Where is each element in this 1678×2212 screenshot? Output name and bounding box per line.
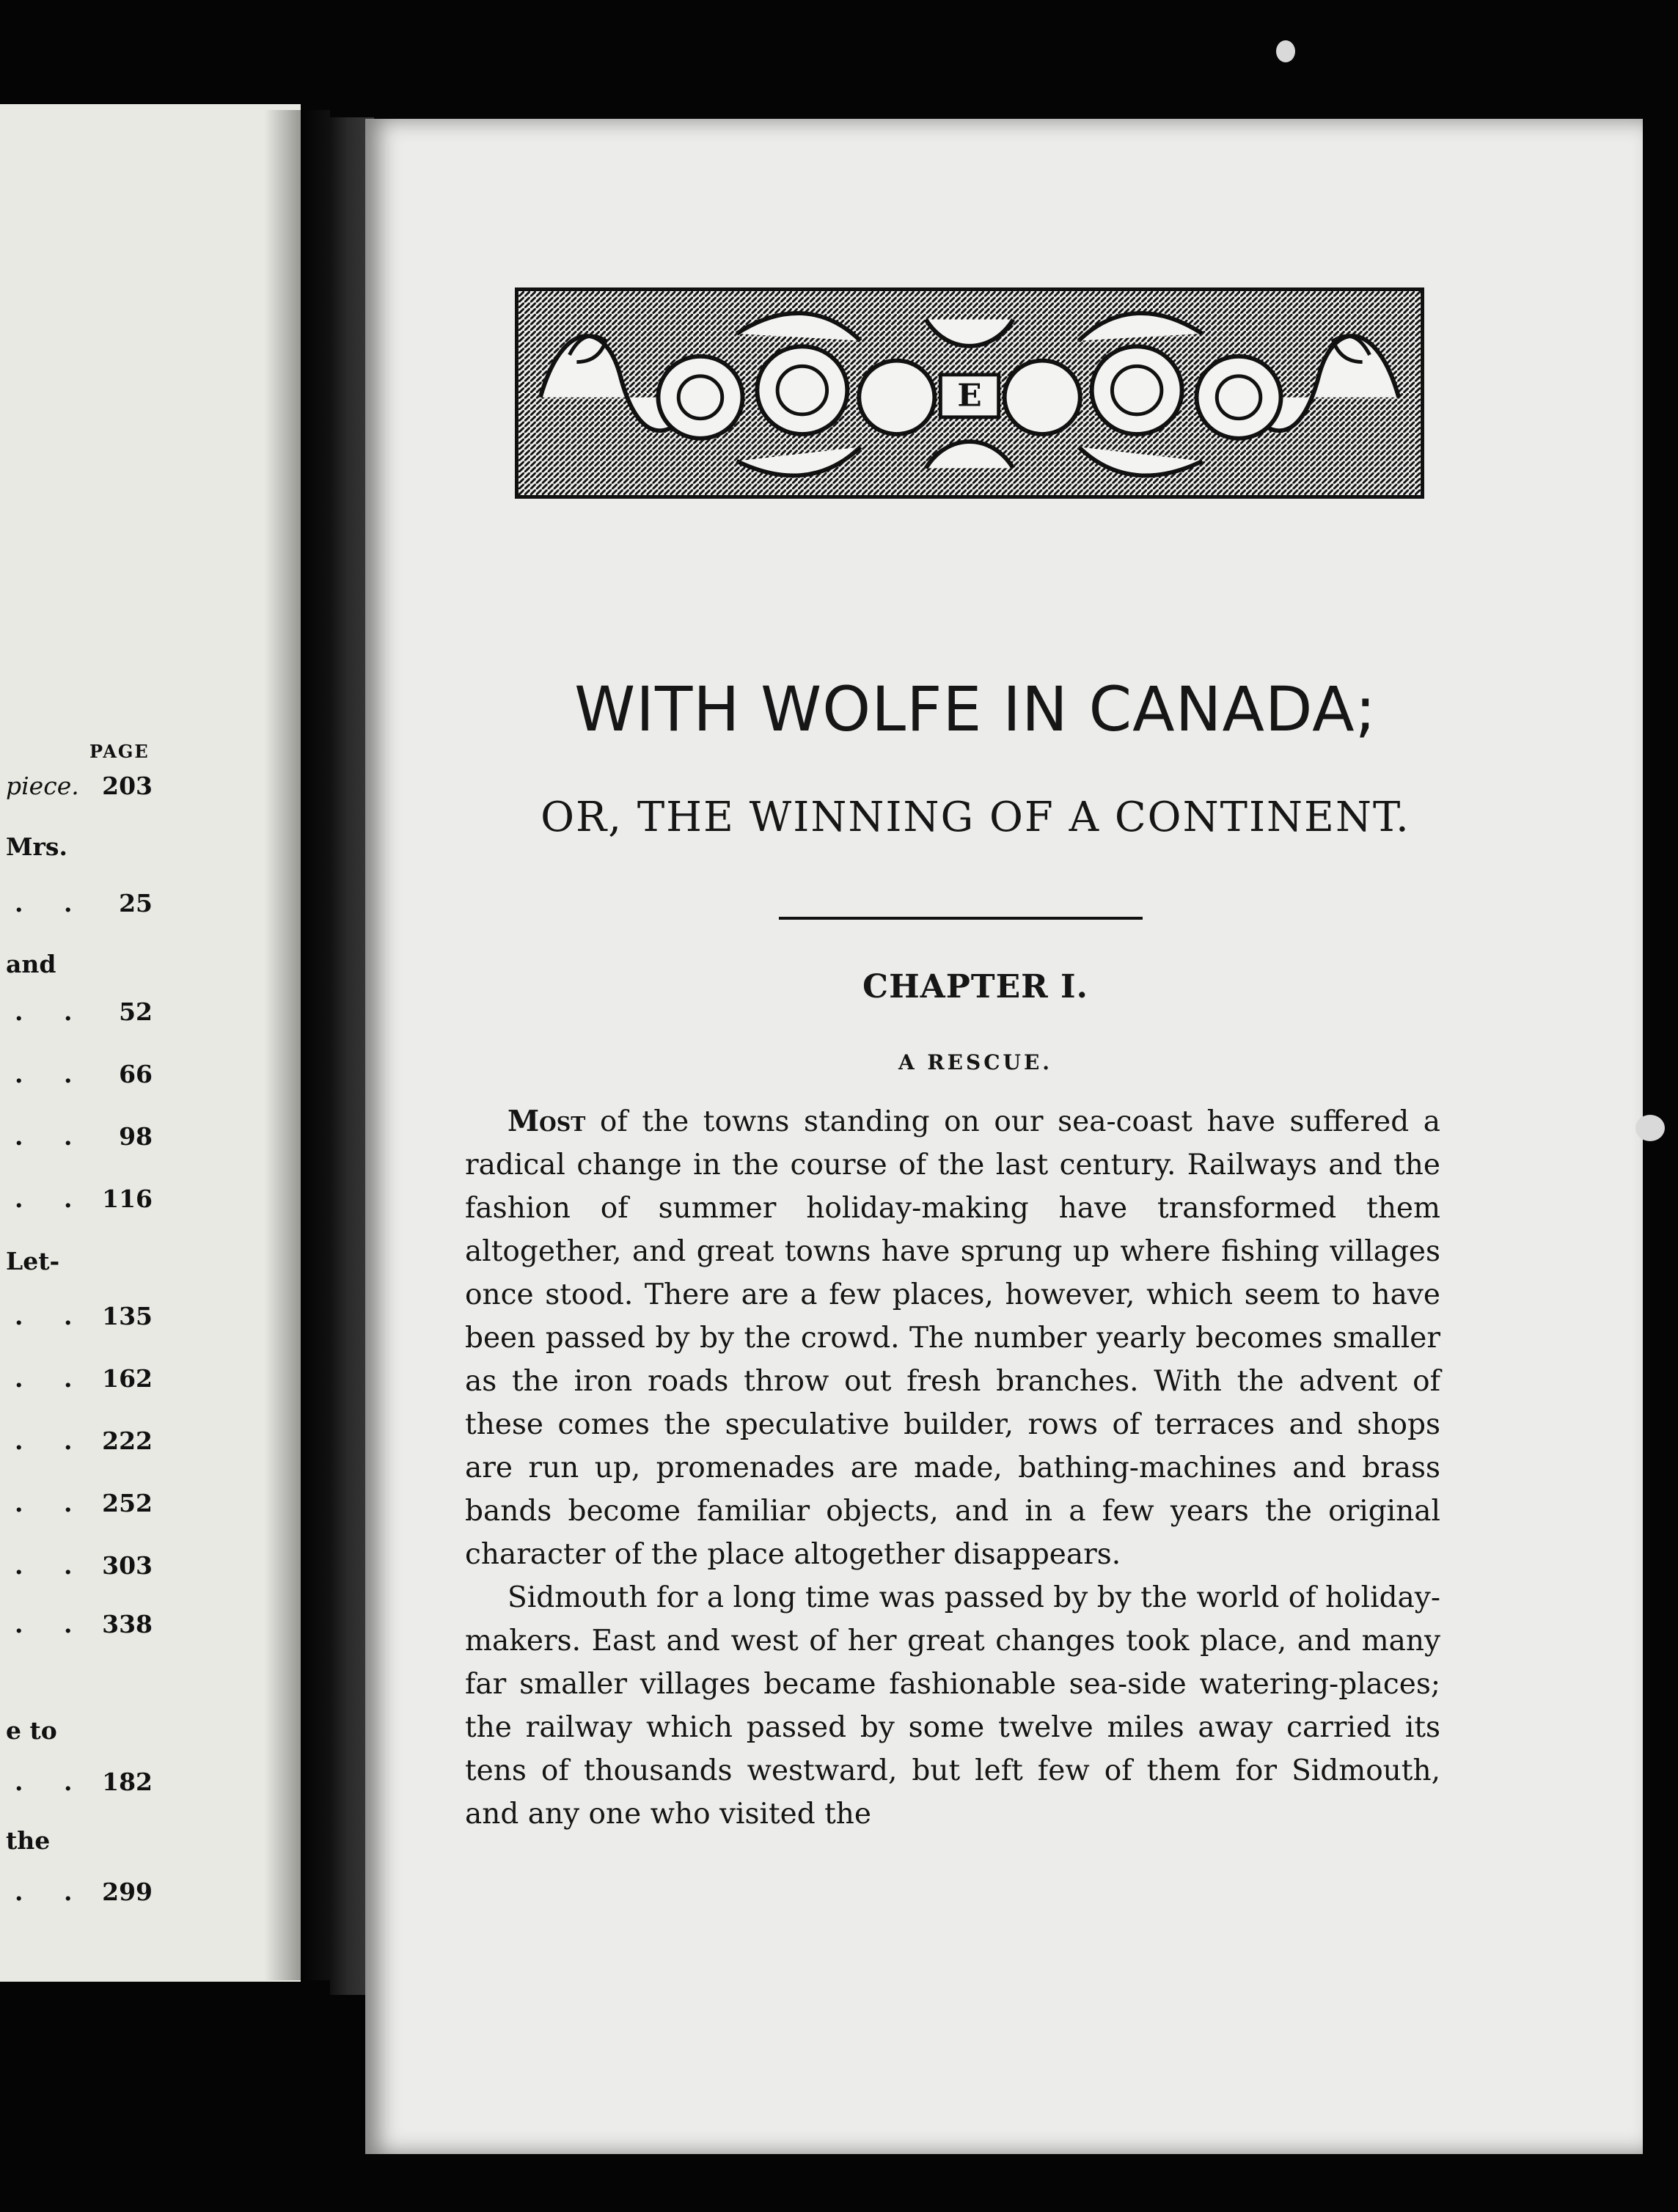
ornament-letter: E bbox=[957, 377, 982, 414]
title-rule bbox=[779, 917, 1143, 920]
scan-speck bbox=[1276, 40, 1295, 62]
entry-page-number: 98 bbox=[119, 1122, 153, 1151]
leader-dots: . . bbox=[15, 1427, 89, 1455]
paragraph-1-text: of the towns standing on our sea-coast have suffered a radical change in the course of the last century. Railways and the fashion of summer holiday-making have transformed them altogether, and great towns have sprung up where fishing villages once stood. There are a few places, however, which seem to have been passed by by the crowd. The number yearly becomes smaller as the iron roads throw out fresh branches. With the advent of these comes the speculative builder, rows of terraces and shops are run up, promenades are made, bathing-machines and brass bands become familiar objects, and in a few years the original character of the place altogether disappears. bbox=[465, 1105, 1440, 1571]
illustration-list-entry bbox=[0, 1060, 264, 1096]
leader-dots: . . bbox=[15, 1364, 89, 1393]
chapter-title: A RESCUE. bbox=[898, 1050, 1053, 1074]
illustration-list-entry bbox=[0, 1610, 264, 1647]
leader-dots: . . bbox=[15, 1610, 89, 1638]
entry-page-number: 303 bbox=[102, 1551, 153, 1580]
entry-page-number: 52 bbox=[119, 997, 153, 1026]
paragraph-lead-word: Most bbox=[508, 1105, 586, 1138]
illustration-list-entry bbox=[0, 889, 264, 926]
entry-page-number: 66 bbox=[119, 1060, 153, 1088]
leader-dots: . . bbox=[15, 1878, 89, 1906]
illustration-list-entry bbox=[0, 1489, 264, 1526]
entry-label: the bbox=[6, 1826, 51, 1855]
illustration-list-entry bbox=[0, 1302, 264, 1338]
left-page-shadow bbox=[264, 110, 330, 1980]
entry-page-number: 25 bbox=[119, 889, 153, 918]
entry-page-number: 162 bbox=[102, 1364, 153, 1393]
leader-dots: . . bbox=[15, 1122, 89, 1151]
chapter-heading: CHAPTER I. bbox=[862, 968, 1088, 1006]
illustration-list-entry bbox=[0, 1247, 264, 1283]
entry-page-number: 338 bbox=[102, 1610, 153, 1638]
left-page bbox=[0, 104, 301, 1982]
book-title: WITH WOLFE IN CANADA; bbox=[574, 673, 1377, 745]
leader-dots: . . bbox=[15, 1489, 89, 1517]
leader-dots: . . bbox=[15, 1551, 89, 1580]
illustration-list-entry bbox=[0, 1184, 264, 1221]
leader-dots: . . bbox=[15, 889, 89, 918]
leader-dots: . . bbox=[15, 1184, 89, 1213]
illustration-list-entry bbox=[0, 997, 264, 1034]
scan-speck bbox=[1635, 1115, 1665, 1141]
entry-page-number: 135 bbox=[102, 1302, 153, 1330]
entry-page-number: 299 bbox=[102, 1878, 153, 1906]
illustration-list-entry bbox=[0, 1364, 264, 1401]
entry-page-number: 182 bbox=[102, 1768, 153, 1796]
illustration-list-entry bbox=[0, 772, 264, 808]
illustration-list-entry bbox=[0, 1551, 264, 1588]
entry-page-number: 222 bbox=[102, 1427, 153, 1455]
leader-dots: . . bbox=[15, 1768, 89, 1796]
leader-dots: . . bbox=[15, 1060, 89, 1088]
entry-page-number: 116 bbox=[102, 1184, 153, 1213]
entry-page-number: 252 bbox=[102, 1489, 153, 1517]
chapter-body bbox=[465, 1100, 1440, 1836]
illustration-list-entry bbox=[0, 832, 264, 869]
book-subtitle: OR, THE WINNING OF A CONTINENT. bbox=[541, 794, 1410, 841]
illustration-list-entry bbox=[0, 1768, 264, 1804]
paragraph-2: Sidmouth for a long time was passed by by the world of holiday-makers. East and west of her great changes took place, and many far smaller villages became fashionable sea-side watering-places; the railway which passed by some twelve miles away carried its tens of thousands westward, but left few of them for Sidmouth, and any one who visited the bbox=[465, 1581, 1440, 1831]
leader-dots: . . bbox=[15, 1302, 89, 1330]
illustration-list-entry bbox=[0, 950, 264, 986]
entry-label: and bbox=[6, 950, 56, 978]
entry-page-number: 203 bbox=[102, 772, 153, 800]
illustration-list-entry bbox=[0, 1826, 264, 1863]
entry-label: Mrs. bbox=[6, 832, 67, 861]
paragraph-1 bbox=[465, 1100, 1440, 1576]
illustration-list-entry bbox=[0, 1716, 264, 1753]
entry-label: Let- bbox=[6, 1247, 60, 1275]
leader-dots: . . bbox=[15, 997, 89, 1026]
ornament-scrollwork-icon bbox=[519, 291, 1421, 495]
decorative-headpiece bbox=[515, 288, 1424, 499]
entry-label: piece. bbox=[6, 772, 79, 800]
page-column-header: PAGE bbox=[89, 741, 150, 762]
illustration-list-entry bbox=[0, 1427, 264, 1463]
illustration-list-entry bbox=[0, 1122, 264, 1159]
illustration-list-entry bbox=[0, 1878, 264, 1914]
entry-label: e to bbox=[6, 1716, 57, 1745]
